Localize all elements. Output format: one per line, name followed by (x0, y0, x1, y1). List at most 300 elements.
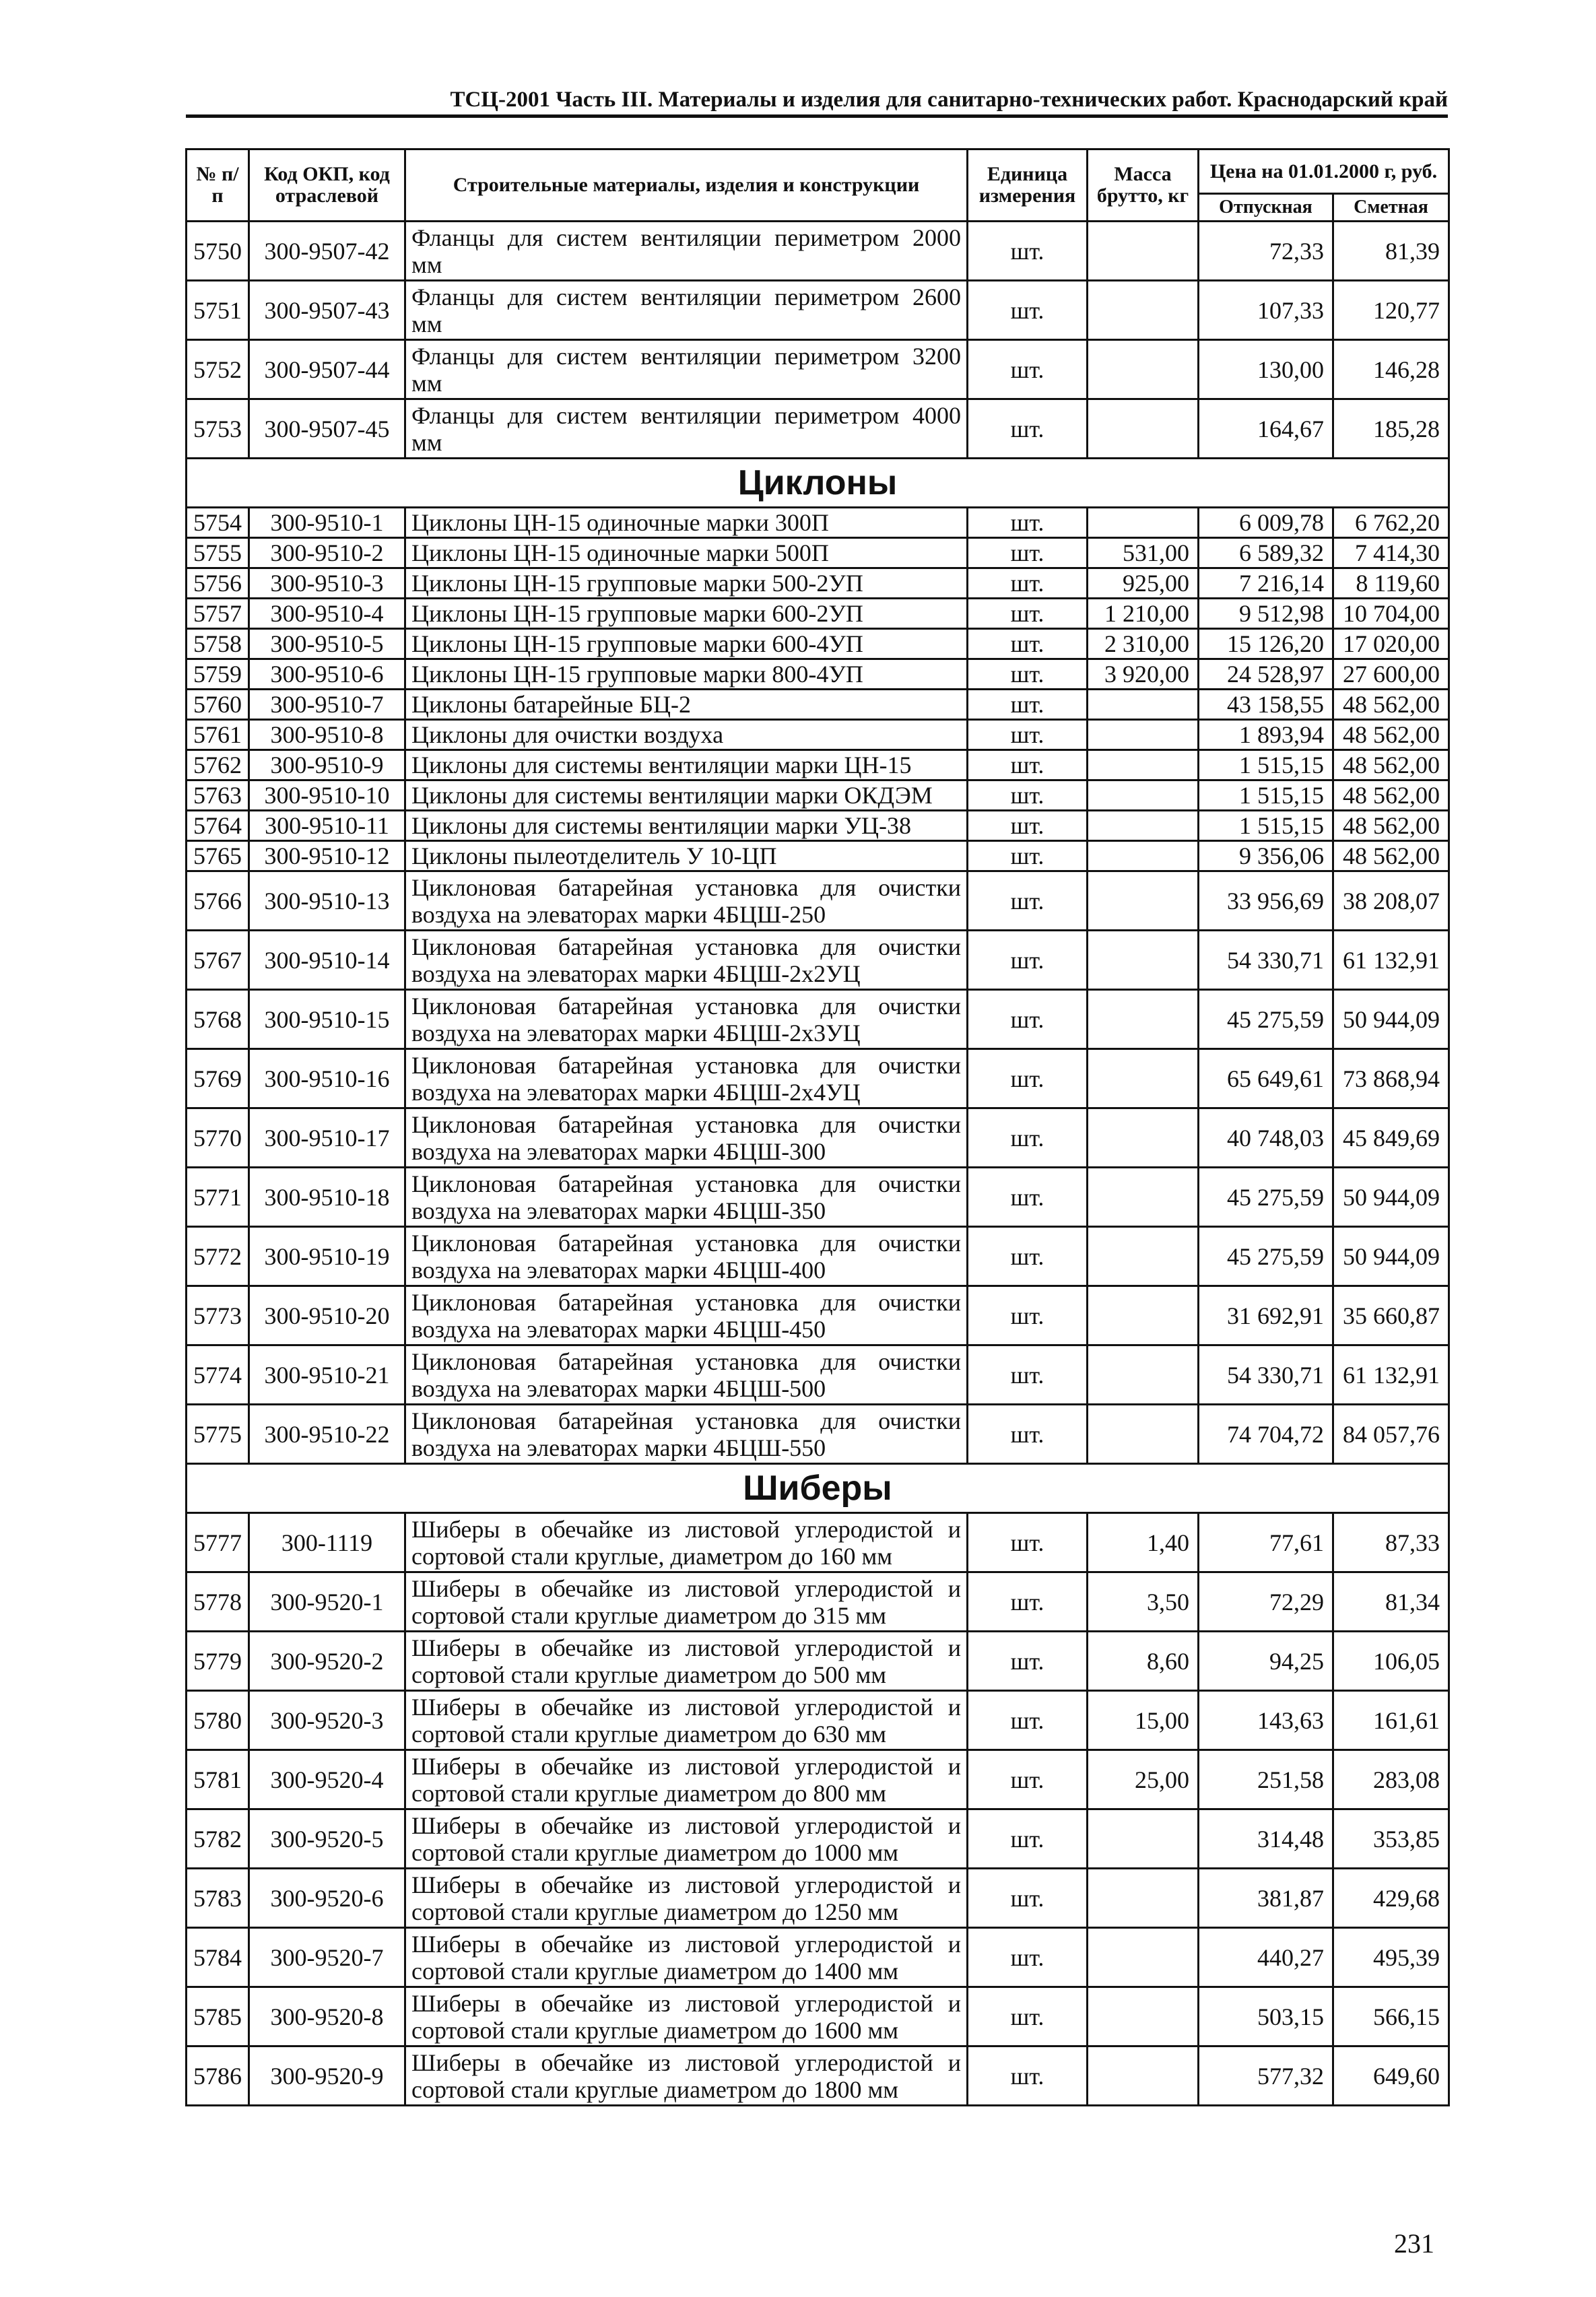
row-mass (1088, 690, 1199, 720)
row-number: 5784 (187, 1928, 249, 1987)
row-name: Циклоновая батарейная установка для очистки воздуха на элеваторах марки 4БЦШ-500 (405, 1345, 968, 1405)
row-number: 5765 (187, 841, 249, 871)
row-name: Фланцы для систем вентиляции периметром 3200 мм (405, 340, 968, 399)
row-price-sale: 130,00 (1199, 340, 1333, 399)
page-header-title: ТСЦ-2001 Часть III. Материалы и изделия для санитарно-технических работ. Краснодарский край (450, 88, 1448, 112)
row-code: 300-9510-13 (249, 871, 405, 931)
header-unit: Единица измерения (968, 149, 1088, 222)
row-unit: шт. (968, 538, 1088, 568)
header-code: Код ОКП, код отраслевой (249, 149, 405, 222)
table-row (187, 340, 1449, 399)
table-row (187, 1405, 1449, 1464)
row-mass: 2 310,00 (1088, 629, 1199, 659)
row-number: 5760 (187, 690, 249, 720)
row-code: 300-9510-8 (249, 720, 405, 750)
row-price-sale: 7 216,14 (1199, 568, 1333, 599)
row-mass (1088, 1049, 1199, 1108)
table-row (187, 1572, 1449, 1632)
row-name: Шиберы в обечайке из листовой углеродистой и сортовой стали круглые диаметром до 1800 мм (405, 2046, 968, 2106)
row-name: Фланцы для систем вентиляции периметром 2000 мм (405, 222, 968, 281)
row-code: 300-9520-3 (249, 1691, 405, 1750)
row-code: 300-9510-11 (249, 811, 405, 841)
header-num: № п/п (187, 149, 249, 222)
row-code: 300-9510-20 (249, 1286, 405, 1345)
row-code: 300-9520-4 (249, 1750, 405, 1809)
row-code: 300-9520-9 (249, 2046, 405, 2106)
row-unit: шт. (968, 1691, 1088, 1750)
row-name: Циклоны для системы вентиляции марки ЦН-15 (405, 750, 968, 780)
row-price-estimate: 27 600,00 (1333, 659, 1449, 690)
row-unit: шт. (968, 1809, 1088, 1869)
table-row (187, 780, 1449, 811)
row-price-estimate: 429,68 (1333, 1869, 1449, 1928)
row-unit: шт. (968, 1928, 1088, 1987)
row-name: Циклоновая батарейная установка для очистки воздуха на элеваторах марки 4БЦШ-550 (405, 1405, 968, 1464)
row-unit: шт. (968, 508, 1088, 538)
row-price-sale: 1 515,15 (1199, 780, 1333, 811)
row-name: Шиберы в обечайке из листовой углеродистой и сортовой стали круглые диаметром до 315 мм (405, 1572, 968, 1632)
row-code: 300-9510-16 (249, 1049, 405, 1108)
row-mass: 3 920,00 (1088, 659, 1199, 690)
row-price-sale: 381,87 (1199, 1869, 1333, 1928)
row-number: 5769 (187, 1049, 249, 1108)
row-mass (1088, 1987, 1199, 2046)
row-number: 5766 (187, 871, 249, 931)
row-price-estimate: 81,34 (1333, 1572, 1449, 1632)
row-number: 5761 (187, 720, 249, 750)
row-mass (1088, 281, 1199, 340)
row-mass (1088, 1345, 1199, 1405)
row-price-sale: 9 512,98 (1199, 599, 1333, 629)
table-row (187, 931, 1449, 990)
row-number: 5775 (187, 1405, 249, 1464)
row-mass (1088, 1809, 1199, 1869)
row-number: 5759 (187, 659, 249, 690)
row-unit: шт. (968, 1108, 1088, 1168)
row-name: Циклоны ЦН-15 групповые марки 600-2УП (405, 599, 968, 629)
table-row (187, 2046, 1449, 2106)
table-row (187, 1691, 1449, 1750)
row-price-sale: 72,29 (1199, 1572, 1333, 1632)
row-price-sale: 54 330,71 (1199, 1345, 1333, 1405)
row-code: 300-9510-14 (249, 931, 405, 990)
row-price-sale: 77,61 (1199, 1513, 1333, 1572)
section-title-dampers: Шиберы (187, 1464, 1449, 1513)
row-price-estimate: 283,08 (1333, 1750, 1449, 1809)
row-unit: шт. (968, 1168, 1088, 1227)
table-row (187, 720, 1449, 750)
row-price-sale: 33 956,69 (1199, 871, 1333, 931)
row-code: 300-9520-8 (249, 1987, 405, 2046)
row-number: 5762 (187, 750, 249, 780)
row-unit: шт. (968, 659, 1088, 690)
row-name: Шиберы в обечайке из листовой углеродистой и сортовой стали круглые, диаметром до 160 мм (405, 1513, 968, 1572)
row-name: Шиберы в обечайке из листовой углеродистой и сортовой стали круглые диаметром до 1000 мм (405, 1809, 968, 1869)
row-name: Циклоновая батарейная установка для очистки воздуха на элеваторах марки 4БЦШ-300 (405, 1108, 968, 1168)
row-mass: 3,50 (1088, 1572, 1199, 1632)
row-number: 5767 (187, 931, 249, 990)
row-unit: шт. (968, 750, 1088, 780)
row-unit: шт. (968, 1286, 1088, 1345)
row-code: 300-9510-5 (249, 629, 405, 659)
row-unit: шт. (968, 222, 1088, 281)
row-name: Фланцы для систем вентиляции периметром 2600 мм (405, 281, 968, 340)
row-name: Шиберы в обечайке из листовой углеродистой и сортовой стали круглые диаметром до 1600 мм (405, 1987, 968, 2046)
row-mass (1088, 750, 1199, 780)
table-row (187, 568, 1449, 599)
row-price-estimate: 10 704,00 (1333, 599, 1449, 629)
table-row (187, 281, 1449, 340)
row-name: Циклоновая батарейная установка для очистки воздуха на элеваторах марки 4БЦШ-400 (405, 1227, 968, 1286)
row-name: Циклоны ЦН-15 групповые марки 800-4УП (405, 659, 968, 690)
row-code: 300-9510-2 (249, 538, 405, 568)
row-price-sale: 1 515,15 (1199, 750, 1333, 780)
row-name: Циклоны ЦН-15 одиночные марки 500П (405, 538, 968, 568)
row-unit: шт. (968, 720, 1088, 750)
row-name: Шиберы в обечайке из листовой углеродистой и сортовой стали круглые диаметром до 1250 мм (405, 1869, 968, 1928)
row-code: 300-9510-15 (249, 990, 405, 1049)
table-row (187, 1987, 1449, 2046)
row-price-sale: 40 748,03 (1199, 1108, 1333, 1168)
row-mass (1088, 340, 1199, 399)
row-name: Циклоновая батарейная установка для очистки воздуха на элеваторах марки 4БЦШ-450 (405, 1286, 968, 1345)
table-row (187, 871, 1449, 931)
row-price-estimate: 48 562,00 (1333, 780, 1449, 811)
table-row (187, 1869, 1449, 1928)
row-price-estimate: 38 208,07 (1333, 871, 1449, 931)
row-code: 300-1119 (249, 1513, 405, 1572)
row-code: 300-9507-42 (249, 222, 405, 281)
row-price-estimate: 161,61 (1333, 1691, 1449, 1750)
table-row (187, 1750, 1449, 1809)
row-price-estimate: 106,05 (1333, 1632, 1449, 1691)
row-price-sale: 94,25 (1199, 1632, 1333, 1691)
row-price-estimate: 146,28 (1333, 340, 1449, 399)
table-row (187, 1345, 1449, 1405)
row-price-estimate: 120,77 (1333, 281, 1449, 340)
row-mass: 15,00 (1088, 1691, 1199, 1750)
row-name: Фланцы для систем вентиляции периметром 4000 мм (405, 399, 968, 459)
row-unit: шт. (968, 931, 1088, 990)
table-row (187, 1049, 1449, 1108)
row-price-estimate: 45 849,69 (1333, 1108, 1449, 1168)
row-name: Циклоновая батарейная установка для очистки воздуха на элеваторах марки 4БЦШ-250 (405, 871, 968, 931)
table-row (187, 659, 1449, 690)
row-mass (1088, 508, 1199, 538)
row-number: 5785 (187, 1987, 249, 2046)
row-code: 300-9510-3 (249, 568, 405, 599)
row-code: 300-9510-1 (249, 508, 405, 538)
row-number: 5756 (187, 568, 249, 599)
row-price-estimate: 185,28 (1333, 399, 1449, 459)
row-mass: 1,40 (1088, 1513, 1199, 1572)
table-row (187, 841, 1449, 871)
row-price-estimate: 17 020,00 (1333, 629, 1449, 659)
row-number: 5764 (187, 811, 249, 841)
row-number: 5786 (187, 2046, 249, 2106)
table-row (187, 811, 1449, 841)
row-number: 5774 (187, 1345, 249, 1405)
row-unit: шт. (968, 811, 1088, 841)
row-unit: шт. (968, 1987, 1088, 2046)
row-code: 300-9520-6 (249, 1869, 405, 1928)
row-mass (1088, 811, 1199, 841)
row-code: 300-9520-7 (249, 1928, 405, 1987)
row-number: 5751 (187, 281, 249, 340)
row-price-estimate: 48 562,00 (1333, 811, 1449, 841)
row-price-sale: 314,48 (1199, 1809, 1333, 1869)
row-code: 300-9510-4 (249, 599, 405, 629)
table-row (187, 1108, 1449, 1168)
header-name: Строительные материалы, изделия и конструкции (405, 149, 968, 222)
row-price-estimate: 73 868,94 (1333, 1049, 1449, 1108)
row-unit: шт. (968, 1632, 1088, 1691)
row-name: Циклоны ЦН-15 одиночные марки 300П (405, 508, 968, 538)
row-name: Циклоны пылеотделитель У 10-ЦП (405, 841, 968, 871)
row-code: 300-9507-43 (249, 281, 405, 340)
row-unit: шт. (968, 1227, 1088, 1286)
row-name: Шиберы в обечайке из листовой углеродистой и сортовой стали круглые диаметром до 500 мм (405, 1632, 968, 1691)
row-mass (1088, 1869, 1199, 1928)
row-price-estimate: 495,39 (1333, 1928, 1449, 1987)
row-price-sale: 1 893,94 (1199, 720, 1333, 750)
row-unit: шт. (968, 281, 1088, 340)
row-price-sale: 31 692,91 (1199, 1286, 1333, 1345)
row-unit: шт. (968, 599, 1088, 629)
row-number: 5757 (187, 599, 249, 629)
row-price-estimate: 50 944,09 (1333, 990, 1449, 1049)
row-name: Циклоны ЦН-15 групповые марки 600-4УП (405, 629, 968, 659)
row-number: 5771 (187, 1168, 249, 1227)
row-code: 300-9510-6 (249, 659, 405, 690)
row-mass (1088, 871, 1199, 931)
row-mass (1088, 1405, 1199, 1464)
row-number: 5753 (187, 399, 249, 459)
row-price-estimate: 566,15 (1333, 1987, 1449, 2046)
row-code: 300-9520-1 (249, 1572, 405, 1632)
row-mass (1088, 222, 1199, 281)
row-number: 5758 (187, 629, 249, 659)
table-row (187, 629, 1449, 659)
header-price-sale: Отпускная (1199, 194, 1333, 222)
row-name: Шиберы в обечайке из листовой углеродистой и сортовой стали круглые диаметром до 630 мм (405, 1691, 968, 1750)
row-price-sale: 107,33 (1199, 281, 1333, 340)
row-unit: шт. (968, 1345, 1088, 1405)
row-mass (1088, 841, 1199, 871)
row-unit: шт. (968, 568, 1088, 599)
row-mass: 531,00 (1088, 538, 1199, 568)
row-unit: шт. (968, 780, 1088, 811)
row-price-sale: 440,27 (1199, 1928, 1333, 1987)
row-unit: шт. (968, 1405, 1088, 1464)
table-row (187, 1632, 1449, 1691)
row-price-sale: 74 704,72 (1199, 1405, 1333, 1464)
row-name: Циклоны ЦН-15 групповые марки 500-2УП (405, 568, 968, 599)
row-number: 5768 (187, 990, 249, 1049)
row-unit: шт. (968, 841, 1088, 871)
row-name: Циклоны для системы вентиляции марки УЦ-38 (405, 811, 968, 841)
row-price-estimate: 48 562,00 (1333, 750, 1449, 780)
row-code: 300-9510-17 (249, 1108, 405, 1168)
row-mass (1088, 720, 1199, 750)
row-number: 5780 (187, 1691, 249, 1750)
row-price-estimate: 48 562,00 (1333, 690, 1449, 720)
row-code: 300-9510-10 (249, 780, 405, 811)
row-name: Циклоновая батарейная установка для очистки воздуха на элеваторах марки 4БЦШ-2х4УЦ (405, 1049, 968, 1108)
row-unit: шт. (968, 871, 1088, 931)
table-row (187, 538, 1449, 568)
row-price-estimate: 84 057,76 (1333, 1405, 1449, 1464)
row-mass: 8,60 (1088, 1632, 1199, 1691)
row-unit: шт. (968, 1750, 1088, 1809)
row-price-estimate: 48 562,00 (1333, 720, 1449, 750)
row-number: 5754 (187, 508, 249, 538)
row-mass (1088, 1108, 1199, 1168)
row-name: Шиберы в обечайке из листовой углеродистой и сортовой стали круглые диаметром до 800 мм (405, 1750, 968, 1809)
row-unit: шт. (968, 2046, 1088, 2106)
row-number: 5770 (187, 1108, 249, 1168)
row-name: Циклоны батарейные БЦ-2 (405, 690, 968, 720)
row-price-sale: 45 275,59 (1199, 1168, 1333, 1227)
row-mass (1088, 2046, 1199, 2106)
header-price-estimate: Сметная (1333, 194, 1449, 222)
table-row (187, 1513, 1449, 1572)
row-number: 5778 (187, 1572, 249, 1632)
price-table (185, 148, 1450, 2106)
table-row (187, 222, 1449, 281)
row-unit: шт. (968, 1049, 1088, 1108)
row-price-sale: 45 275,59 (1199, 990, 1333, 1049)
row-code: 300-9510-9 (249, 750, 405, 780)
row-name: Циклоновая батарейная установка для очистки воздуха на элеваторах марки 4БЦШ-2х3УЦ (405, 990, 968, 1049)
table-row (187, 1168, 1449, 1227)
row-price-sale: 65 649,61 (1199, 1049, 1333, 1108)
row-mass (1088, 1286, 1199, 1345)
row-mass (1088, 931, 1199, 990)
header-rule (186, 114, 1448, 118)
row-price-sale: 1 515,15 (1199, 811, 1333, 841)
row-price-sale: 143,63 (1199, 1691, 1333, 1750)
row-number: 5755 (187, 538, 249, 568)
row-price-sale: 164,67 (1199, 399, 1333, 459)
row-price-sale: 9 356,06 (1199, 841, 1333, 871)
row-number: 5772 (187, 1227, 249, 1286)
row-name: Циклоновая батарейная установка для очистки воздуха на элеваторах марки 4БЦШ-2х2УЦ (405, 931, 968, 990)
row-price-estimate: 61 132,91 (1333, 1345, 1449, 1405)
row-mass (1088, 1227, 1199, 1286)
row-price-sale: 251,58 (1199, 1750, 1333, 1809)
row-price-sale: 503,15 (1199, 1987, 1333, 2046)
row-name: Циклоны для системы вентиляции марки ОКДЭМ (405, 780, 968, 811)
row-mass: 1 210,00 (1088, 599, 1199, 629)
table-row (187, 508, 1449, 538)
row-mass (1088, 990, 1199, 1049)
header-mass: Масса брутто, кг (1088, 149, 1199, 222)
row-number: 5782 (187, 1809, 249, 1869)
row-code: 300-9510-18 (249, 1168, 405, 1227)
row-price-estimate: 649,60 (1333, 2046, 1449, 2106)
row-mass: 925,00 (1088, 568, 1199, 599)
table-row (187, 599, 1449, 629)
row-number: 5779 (187, 1632, 249, 1691)
row-mass (1088, 399, 1199, 459)
table-row (187, 690, 1449, 720)
row-code: 300-9520-2 (249, 1632, 405, 1691)
table-row (187, 990, 1449, 1049)
row-code: 300-9510-19 (249, 1227, 405, 1286)
row-code: 300-9510-12 (249, 841, 405, 871)
row-code: 300-9510-21 (249, 1345, 405, 1405)
row-price-estimate: 50 944,09 (1333, 1168, 1449, 1227)
row-code: 300-9507-45 (249, 399, 405, 459)
row-price-sale: 577,32 (1199, 2046, 1333, 2106)
row-price-sale: 45 275,59 (1199, 1227, 1333, 1286)
row-code: 300-9510-7 (249, 690, 405, 720)
row-number: 5773 (187, 1286, 249, 1345)
row-number: 5783 (187, 1869, 249, 1928)
row-name: Шиберы в обечайке из листовой углеродистой и сортовой стали круглые диаметром до 1400 мм (405, 1928, 968, 1987)
row-number: 5777 (187, 1513, 249, 1572)
row-code: 300-9520-5 (249, 1809, 405, 1869)
row-mass: 25,00 (1088, 1750, 1199, 1809)
row-unit: шт. (968, 1572, 1088, 1632)
row-unit: шт. (968, 1513, 1088, 1572)
row-price-sale: 6 589,32 (1199, 538, 1333, 568)
row-name: Циклоновая батарейная установка для очистки воздуха на элеваторах марки 4БЦШ-350 (405, 1168, 968, 1227)
row-price-sale: 6 009,78 (1199, 508, 1333, 538)
row-number: 5781 (187, 1750, 249, 1809)
row-code: 300-9507-44 (249, 340, 405, 399)
row-price-sale: 43 158,55 (1199, 690, 1333, 720)
row-mass (1088, 780, 1199, 811)
row-number: 5763 (187, 780, 249, 811)
row-price-estimate: 81,39 (1333, 222, 1449, 281)
row-code: 300-9510-22 (249, 1405, 405, 1464)
table-row (187, 1286, 1449, 1345)
row-price-estimate: 8 119,60 (1333, 568, 1449, 599)
table-row (187, 399, 1449, 459)
row-unit: шт. (968, 629, 1088, 659)
row-unit: шт. (968, 990, 1088, 1049)
header-price: Цена на 01.01.2000 г, руб. (1199, 149, 1449, 194)
row-mass (1088, 1928, 1199, 1987)
row-price-estimate: 48 562,00 (1333, 841, 1449, 871)
row-price-estimate: 7 414,30 (1333, 538, 1449, 568)
row-price-estimate: 87,33 (1333, 1513, 1449, 1572)
row-price-estimate: 353,85 (1333, 1809, 1449, 1869)
row-price-sale: 54 330,71 (1199, 931, 1333, 990)
row-price-estimate: 35 660,87 (1333, 1286, 1449, 1345)
table-row (187, 1809, 1449, 1869)
row-price-estimate: 50 944,09 (1333, 1227, 1449, 1286)
row-price-estimate: 6 762,20 (1333, 508, 1449, 538)
row-name: Циклоны для очистки воздуха (405, 720, 968, 750)
section-title-cyclones: Циклоны (187, 459, 1449, 508)
row-price-sale: 15 126,20 (1199, 629, 1333, 659)
page-number: 231 (1394, 2228, 1434, 2259)
row-unit: шт. (968, 1869, 1088, 1928)
row-price-estimate: 61 132,91 (1333, 931, 1449, 990)
row-unit: шт. (968, 690, 1088, 720)
row-unit: шт. (968, 340, 1088, 399)
row-number: 5750 (187, 222, 249, 281)
row-price-sale: 72,33 (1199, 222, 1333, 281)
row-unit: шт. (968, 399, 1088, 459)
row-mass (1088, 1168, 1199, 1227)
table-row (187, 1227, 1449, 1286)
row-number: 5752 (187, 340, 249, 399)
table-row (187, 750, 1449, 780)
